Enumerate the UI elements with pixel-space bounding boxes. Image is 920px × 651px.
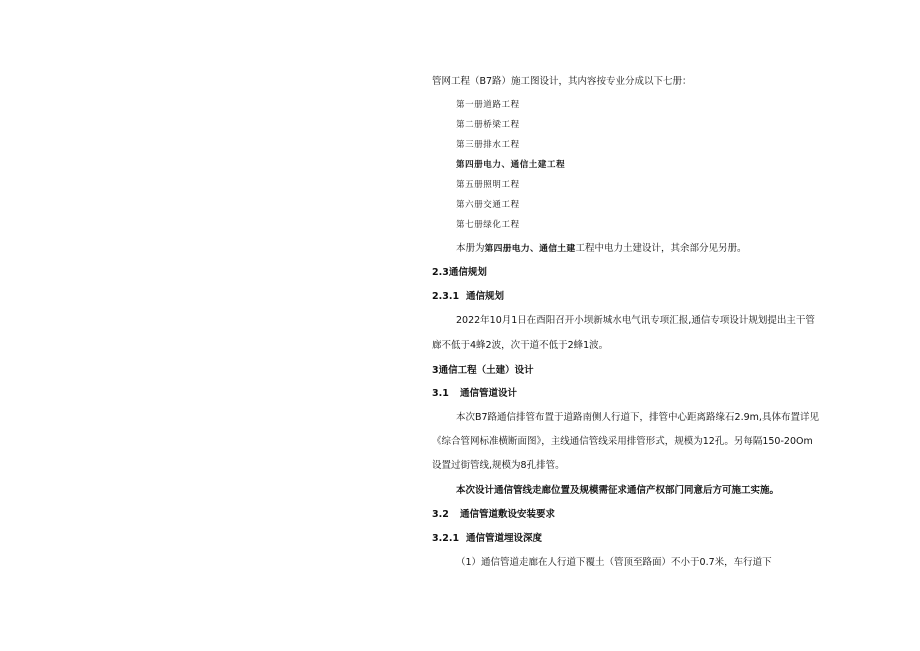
volume-item-1: 第一册道路工程 xyxy=(456,100,520,110)
volume-note-bold: 第四册电力、通信土建 xyxy=(484,244,576,254)
section-2-3-1-heading xyxy=(432,292,504,302)
volume-item-2: 第二册桥梁工程 xyxy=(456,120,520,130)
section-title: 通信管道埋设深度 xyxy=(466,533,543,544)
volume-note xyxy=(456,244,747,254)
section-number: 2.3.1 xyxy=(432,291,460,302)
section-title: 通信规划 xyxy=(466,291,505,302)
paragraph-line: 设置过街管线,规模为8孔排管。 xyxy=(432,460,565,471)
bold-notice: 本次设计通信管线走廊位置及规模需征求通信产权部门同意后方可施工实施。 xyxy=(456,485,780,496)
volume-note-suffix: 工程中电力土建设计，其余部分见另册。 xyxy=(575,243,747,254)
section-2-3-heading: 2.3通信规划 xyxy=(432,267,487,278)
section-title: 通信管道敷设安装要求 xyxy=(460,509,556,520)
volume-item-3: 第三册排水工程 xyxy=(456,140,520,150)
section-3-2-1-heading xyxy=(432,534,542,544)
volume-item-6: 第六册交通工程 xyxy=(456,200,520,210)
section-3-1-heading xyxy=(432,389,517,399)
intro-line: 管网工程（B7路）施工图设计，其内容按专业分成以下七册： xyxy=(432,76,692,87)
section-3-2-heading xyxy=(432,510,555,520)
volume-note-prefix: 本册为 xyxy=(456,243,485,254)
section-number: 3.2.1 xyxy=(432,533,460,544)
volume-item-4: 第四册电力、通信土建工程 xyxy=(456,160,566,170)
section-3-heading: 3通信工程（土建）设计 xyxy=(432,365,534,376)
paragraph-line: 廊不低于4蜂2波，次干道不低于2蜂1波。 xyxy=(432,340,609,351)
section-title: 通信管道设计 xyxy=(460,388,518,399)
section-number: 3.1 xyxy=(432,388,449,399)
paragraph-line: （1）通信管道走廊在人行道下覆土（管顶至路面）不小于0.7米，车行道下 xyxy=(456,557,772,568)
section-number: 3.2 xyxy=(432,509,449,520)
paragraph-line: 《综合管网标准横断面图》，主线通信管线采用排管形式，规模为12孔。另每隔150-20Om xyxy=(432,436,813,447)
paragraph-line: 本次B7路通信排管布置于道路南侧人行道下，排管中心距离路缘石2.9m,具体布置详见 xyxy=(456,412,819,423)
paragraph-line: 2022年10月1日在酉阳召开小坝新城水电气讯专项汇报,通信专项设计规划提出主干管 xyxy=(456,315,815,326)
volume-item-7: 第七册绿化工程 xyxy=(456,220,520,230)
volume-item-5: 第五册照明工程 xyxy=(456,180,520,190)
